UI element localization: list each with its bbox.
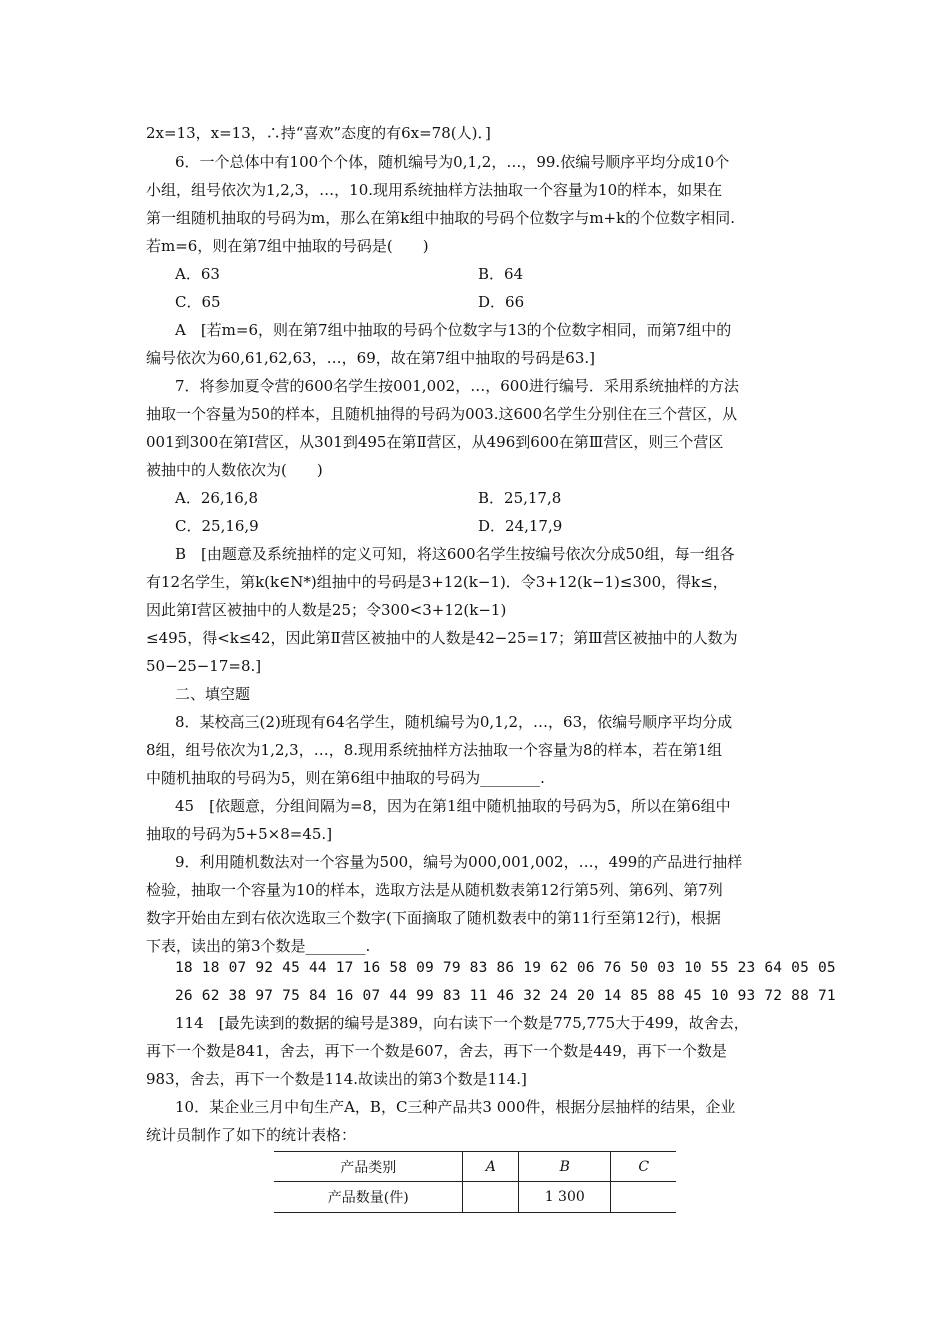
- answer-option: D．24,17,9: [478, 517, 563, 535]
- answer-option: B．25,17,8: [478, 489, 562, 507]
- text-line: 若m=6，则在第7组中抽取的号码是( ): [146, 237, 429, 255]
- text-line: 8．某校高三(2)班现有64名学生，随机编号为0,1,2，…，63，依编号顺序平均分成: [175, 713, 733, 731]
- product-stat-table: [274, 1151, 676, 1213]
- text-line: A [若m=6，则在第7组中抽取的号码个位数字与13的个位数字相同，而第7组中的: [175, 321, 732, 339]
- text-line: 983，舍去，再下一个数是114.故读出的第3个数是114.]: [146, 1070, 527, 1088]
- text-line: 10．某企业三月中旬生产A，B，C三种产品共3 000件，根据分层抽样的结果，企业: [175, 1098, 736, 1116]
- text-line: 小组，组号依次为1,2,3，…，10.现用系统抽样方法抽取一个容量为10的样本，如果在: [146, 181, 723, 199]
- text-line: B [由题意及系统抽样的定义可知，将这600名学生按编号依次分成50组，每一组各: [175, 545, 735, 563]
- answer-option: C．65: [175, 293, 221, 311]
- text-line: 6．一个总体中有100个个体，随机编号为0,1,2，…，99.依编号顺序平均分成10个: [175, 153, 730, 171]
- answer-option: A．63: [175, 265, 220, 283]
- text-line: 7．将参加夏令营的600名学生按001,002，…，600进行编号．采用系统抽样的方法: [175, 377, 739, 395]
- text-line: 数字开始由左到右依次选取三个数字(下面摘取了随机数表中的第11行至第12行)，根据: [146, 909, 721, 927]
- table-header-cell: C: [611, 1152, 676, 1182]
- table-header-cell: 产品类别: [274, 1152, 463, 1182]
- text-line: 二、填空题: [175, 685, 251, 703]
- text-line: 下表，读出的第3个数是________.: [146, 937, 371, 955]
- text-line: ≤495，得<k≤42，因此第Ⅱ营区被抽中的人数是42−25=17；第Ⅲ营区被抽中的人数为: [146, 629, 738, 647]
- text-line: 被抽中的人数依次为( ): [146, 461, 323, 479]
- table-cell: 1 300: [519, 1182, 611, 1213]
- text-line: 统计员制作了如下的统计表格：: [146, 1126, 357, 1144]
- table-cell: [463, 1182, 519, 1213]
- text-line: 9．利用随机数法对一个容量为500，编号为000,001,002，…，499的产品进行抽样: [175, 853, 743, 871]
- table-cell: 产品数量(件): [274, 1182, 463, 1213]
- table-header-cell: B: [519, 1152, 611, 1182]
- text-line: 再下一个数是841，舍去，再下一个数是607，舍去，再下一个数是449，再下一个数是: [146, 1042, 727, 1060]
- random-number-row: 26 62 38 97 75 84 16 07 44 99 83 11 46 32 24 20 14 85 88 45 10 93 72 88 71: [175, 988, 836, 1004]
- answer-option: C．25,16,9: [175, 517, 259, 535]
- text-line: 因此第Ⅰ营区被抽中的人数是25；令300<3+12(k−1): [146, 601, 507, 619]
- text-line: 编号依次为60,61,62,63，…，69，故在第7组中抽取的号码是63.]: [146, 349, 595, 367]
- table-cell: [611, 1182, 676, 1213]
- text-line: 114 [最先读到的数据的编号是389，向右读下一个数是775,775大于499，故舍去，: [175, 1014, 749, 1032]
- text-line: 50−25−17=8.]: [146, 657, 262, 675]
- text-line: 第一组随机抽取的号码为m，那么在第k组中抽取的号码个位数字与m+k的个位数字相同.: [146, 209, 735, 227]
- answer-option: A．26,16,8: [175, 489, 259, 507]
- text-line: 抽取的号码为5+5×8=45.]: [146, 825, 333, 843]
- answer-option: D．66: [478, 293, 525, 311]
- text-line: 中随机抽取的号码为5，则在第6组中抽取的号码为________.: [146, 769, 545, 787]
- table-row: [274, 1182, 676, 1213]
- text-line: 2x=13，x=13，∴持“喜欢”态度的有6x=78(人)．]: [146, 124, 491, 142]
- answer-option: B．64: [478, 265, 524, 283]
- text-line: 8组，组号依次为1,2,3，…，8.现用系统抽样方法抽取一个容量为8的样本，若在第1组: [146, 741, 723, 759]
- text-line: 001到300在第Ⅰ营区，从301到495在第Ⅱ营区，从496到600在第Ⅲ营区，则三个营区: [146, 433, 724, 451]
- text-line: 有12名学生，第k(k∈N*)组抽中的号码是3+12(k−1)．令3+12(k−1)≤300，得k≤，: [146, 573, 728, 591]
- text-line: 45 [依题意，分组间隔为=8，因为在第1组中随机抽取的号码为5，所以在第6组中: [175, 797, 731, 815]
- text-line: 抽取一个容量为50的样本，且随机抽得的号码为003.这600名学生分别住在三个营区，从: [146, 405, 738, 423]
- text-line: 检验，抽取一个容量为10的样本，选取方法是从随机数表第12行第5列、第6列、第7列: [146, 881, 723, 899]
- random-number-row: 18 18 07 92 45 44 17 16 58 09 79 83 86 19 62 06 76 50 03 10 55 23 64 05 05: [175, 960, 836, 976]
- table-header-row: [274, 1152, 676, 1182]
- table-header-cell: A: [463, 1152, 519, 1182]
